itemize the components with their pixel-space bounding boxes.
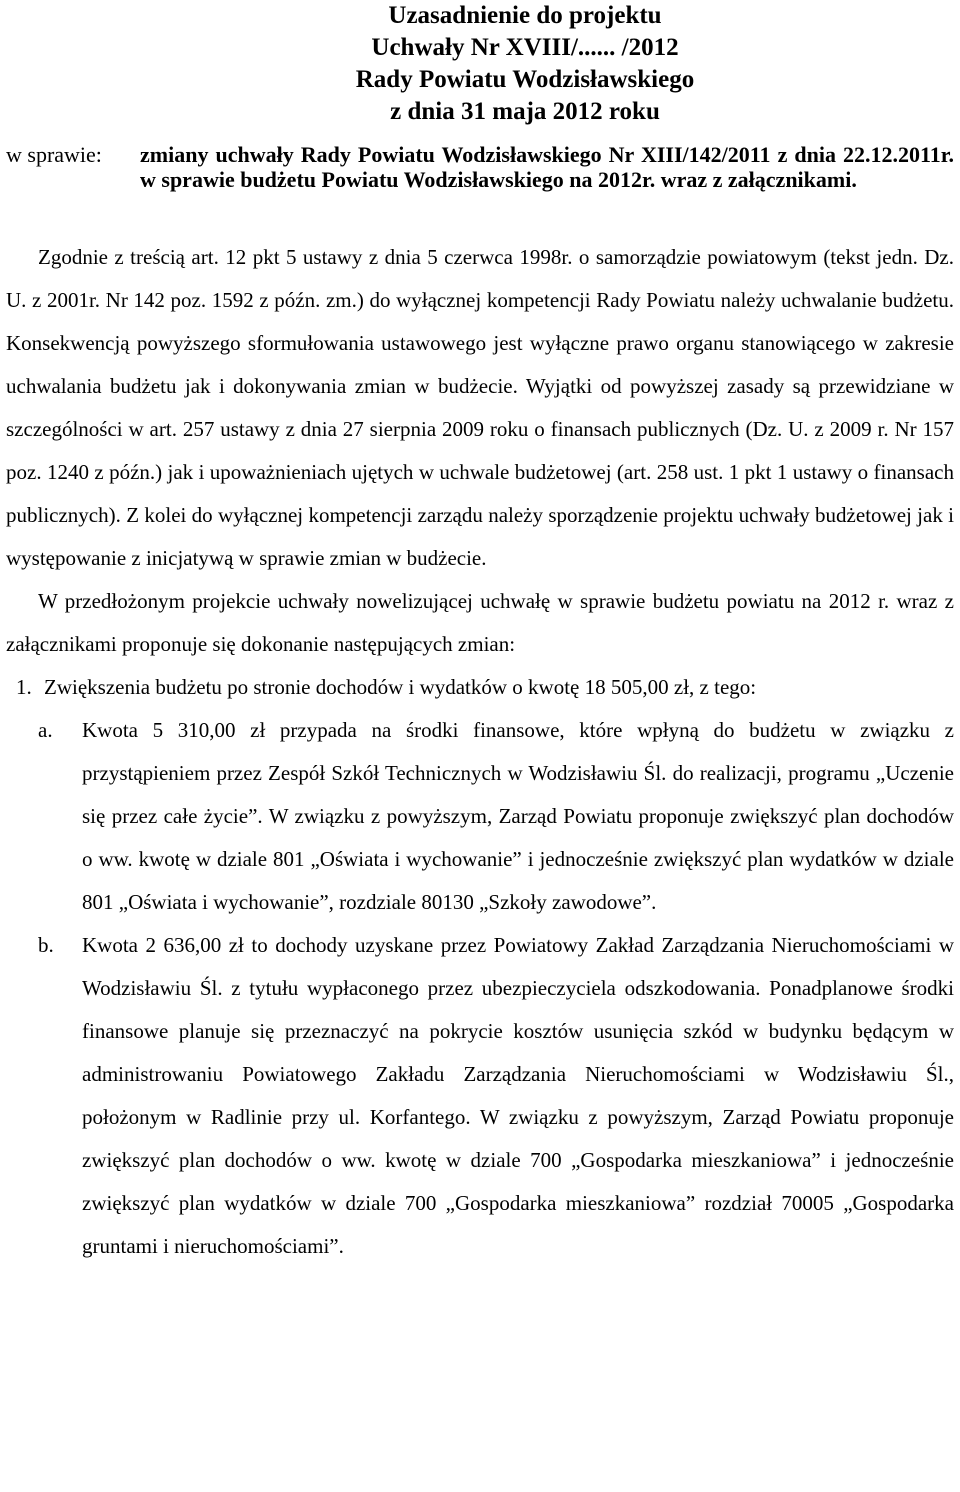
sub-item-letter: b. [38, 933, 54, 957]
subject-label: w sprawie: [6, 142, 102, 167]
title-line-3: Rady Powiatu Wodzisławskiego [355, 66, 695, 93]
list-item-number: 1. [16, 675, 32, 699]
document-page [6, 0, 954, 1268]
document-title [96, 0, 954, 128]
body-paragraph-1: Zgodnie z treścią art. 12 pkt 5 ustawy z dnia 5 czerwca 1998r. o samorządzie powiatowym (tekst jedn. Dz. U. z 2001r. Nr 142 poz. 1592 z późn. zm.) do wyłącznej kompetencji Rady Powiatu należy uchwalanie budżetu. Konsekwencją powyższego sformułowania ustawowego jest wyłączne prawo organu stanowiącego w zakresie uchwalania budżetu jak i dokonywania zmian w budżecie. Wyjątki od powyższej zasady są przewidziane w szczególności w art. 257 ustawy z dnia 27 sierpnia 2009 roku o finansach publicznych (Dz. U. z 2009 r. Nr 157 poz. 1240 z późn.) jak i upoważnieniach ujętych w uchwale budżetowej (art. 258 ust. 1 pkt 1 ustawy o finansach publicznych). Z kolei do wyłącznej kompetencji zarządu należy sporządzenie projektu uchwały budżetowej jak i występowanie z inicjatywą w sprawie zmian w budżecie. [6, 245, 954, 570]
sub-item-letter: a. [38, 718, 53, 742]
title-line-2: Uchwały Nr XVIII/...... /2012 [371, 34, 679, 61]
title-line-1: Uzasadnienie do projektu [388, 2, 662, 29]
body-paragraph-2: W przedłożonym projekcie uchwały nowelizującej uchwałę w sprawie budżetu powiatu na 2012 r. wraz z załącznikami proponuje się dokonanie następujących zmian: [6, 589, 954, 656]
sub-item-a [6, 709, 954, 924]
sub-item-text: Kwota 5 310,00 zł przypada na środki finansowe, które wpłyną do budżetu w związku z przystąpieniem przez Zespół Szkół Technicznych w Wodzisławiu Śl. do realizacji, programu „Uczenie się przez całe życie”. W związku z powyższym, Zarząd Powiatu proponuje zwiększyć plan dochodów o ww. kwotę w dziale 801 „Oświata i wychowanie” i jednocześnie zwiększyć plan wydatków w dziale 801 „Oświata i wychowanie”, rozdziale 80130 „Szkoły zawodowe”. [82, 718, 954, 914]
sub-item-text: Kwota 2 636,00 zł to dochody uzyskane przez Powiatowy Zakład Zarządzania Nieruchomościami w Wodzisławiu Śl. z tytułu wypłaconego przez ubezpieczyciela odszkodowania. Ponadplanowe środki finansowe planuje się przeznaczyć na pokrycie kosztów usunięcia szkód w budynku będącym w administrowaniu Powiatowego Zakładu Zarządzania Nieruchomościami w Wodzisławiu Śl., położonym w Radlinie przy ul. Korfantego. W związku z powyższym, Zarząd Powiatu proponuje zwiększyć plan dochodów o ww. kwotę w dziale 700 „Gospodarka mieszkaniowa” i jednocześnie zwiększyć plan wydatków w dziale 700 „Gospodarka mieszkaniowa” rozdział 70005 „Gospodarka gruntami i nieruchomościami”. [82, 933, 954, 1258]
title-line-4: z dnia 31 maja 2012 roku [390, 98, 660, 125]
subject-block [6, 142, 954, 192]
list-item-text: Zwiększenia budżetu po stronie dochodów i wydatków o kwotę 18 505,00 zł, z tego: [44, 675, 757, 699]
subject-text: zmiany uchwały Rady Powiatu Wodzisławskiego Nr XIII/142/2011 z dnia 22.12.2011r. w sprawie budżetu Powiatu Wodzisławskiego na 2012r. wraz z załącznikami. [140, 142, 954, 192]
list-item-1 [6, 666, 954, 709]
sub-item-b [6, 924, 954, 1268]
